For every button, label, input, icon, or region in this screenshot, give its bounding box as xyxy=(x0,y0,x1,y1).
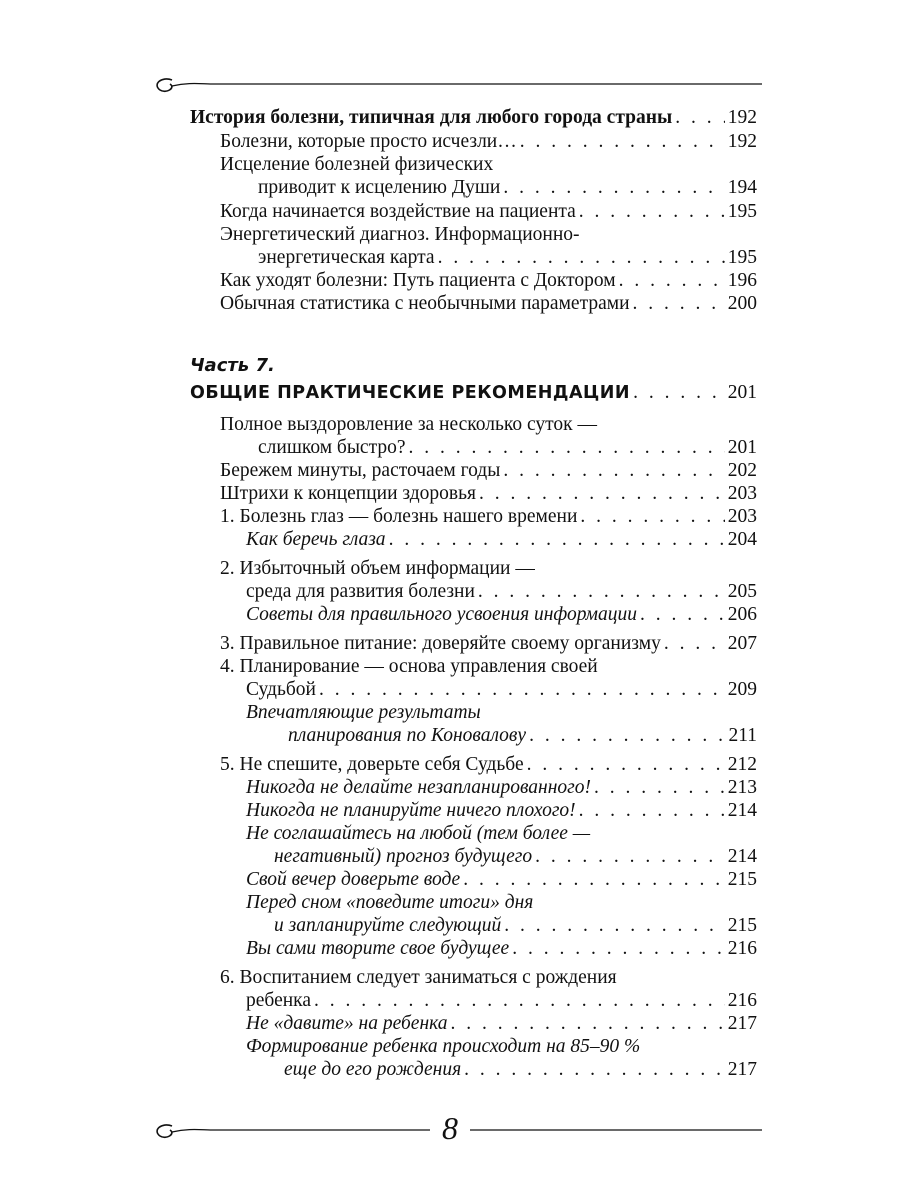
toc-entry[interactable] xyxy=(190,106,757,129)
toc-entry-title: Формирование ребенка происходит на 85–90 % xyxy=(246,1036,641,1057)
leader-dots xyxy=(535,845,725,868)
toc-entry-title: Штрихи к концепции здоровья xyxy=(220,483,476,504)
toc-entry[interactable] xyxy=(246,603,757,626)
toc-entry-page: 196 xyxy=(727,270,757,291)
leader-dots xyxy=(314,989,725,1012)
toc-entry[interactable] xyxy=(274,914,757,937)
toc-entry-page: 195 xyxy=(727,247,757,268)
toc-entry[interactable] xyxy=(220,505,757,528)
toc-entry-title: Впечатляющие результаты xyxy=(246,702,481,723)
toc-entry-page: 216 xyxy=(727,990,757,1011)
leader-dots xyxy=(664,632,725,655)
toc-entry-continuation: энергетическая карта xyxy=(258,247,435,268)
toc-entry-page: 206 xyxy=(727,604,757,625)
toc-entry[interactable] xyxy=(288,724,757,747)
leader-dots xyxy=(579,200,725,223)
toc-entry-page: 212 xyxy=(727,754,757,775)
toc-entry-page: 203 xyxy=(727,483,757,504)
toc-entry[interactable] xyxy=(246,1012,757,1035)
toc-entry[interactable] xyxy=(220,130,757,153)
toc-entry[interactable] xyxy=(246,937,757,960)
toc-entry[interactable] xyxy=(220,269,757,292)
toc-entry-page: 216 xyxy=(727,938,757,959)
part-title-page: 201 xyxy=(727,382,757,403)
toc-entry-page: 192 xyxy=(727,107,757,128)
leader-dots xyxy=(463,868,725,891)
toc-entry-continuation: слишком быстро? xyxy=(258,437,406,458)
toc-entry-title: 6. Воспитанием следует заниматься с рождения xyxy=(220,967,617,988)
toc-entry-page: 205 xyxy=(727,581,757,602)
toc-entry[interactable] xyxy=(274,845,757,868)
leader-dots xyxy=(527,753,725,776)
toc-entry-title: Обычная статистика с необычными параметрами xyxy=(220,293,630,314)
toc-entry[interactable] xyxy=(246,528,757,551)
toc-entry-title: 4. Планирование — основа управления своей xyxy=(220,656,598,677)
toc-entry-page: 214 xyxy=(727,846,757,867)
toc-entry-continuation: негативный) прогноз будущего xyxy=(274,846,533,867)
toc-entry[interactable] xyxy=(246,799,757,822)
leader-dots xyxy=(504,914,725,937)
toc-entry[interactable] xyxy=(246,580,757,603)
toc-entry-title: Никогда не планируйте ничего плохого! xyxy=(246,800,576,821)
toc-entry-page: 215 xyxy=(727,915,757,936)
leader-dots xyxy=(319,678,725,701)
leader-dots xyxy=(619,269,725,292)
leader-dots xyxy=(389,528,725,551)
toc-entry-continuation: ребенка xyxy=(246,990,311,1011)
leader-dots xyxy=(579,799,725,822)
toc-entry-page: 214 xyxy=(727,800,757,821)
toc-entry-title: Исцеление болезней физических xyxy=(220,154,494,175)
toc-entry[interactable] xyxy=(246,678,757,701)
leader-dots xyxy=(640,603,725,626)
leader-dots xyxy=(478,580,725,603)
leader-dots xyxy=(451,1012,725,1035)
toc-entry-title: Советы для правильного усвоения информации xyxy=(246,604,637,625)
toc-entry-title: Когда начинается воздействие на пациента xyxy=(220,201,576,222)
leader-dots xyxy=(503,459,724,482)
toc-entry[interactable] xyxy=(258,176,757,199)
leader-dots xyxy=(529,724,725,747)
toc-entry-title: 3. Правильное питание: доверяйте своему организму xyxy=(220,633,661,654)
toc-entry-page: 200 xyxy=(727,293,757,314)
toc-entry-title: Как беречь глаза xyxy=(246,529,386,550)
toc-entry-title: История болезни, типичная для любого города страны xyxy=(190,107,673,128)
leader-dots xyxy=(594,776,725,799)
toc-entry-page: 211 xyxy=(728,725,757,746)
toc-entry-title: Не «давите» на ребенка xyxy=(246,1013,448,1034)
toc-entry-title: Болезни, которые просто исчезли… xyxy=(220,131,517,152)
leader-dots xyxy=(464,1058,725,1081)
toc-entry-title: Перед сном «поведите итоги» дня xyxy=(246,892,534,913)
leader-dots xyxy=(675,106,725,129)
part-heading[interactable] xyxy=(190,381,757,405)
toc-entry-title: Свой вечер доверьте воде xyxy=(246,869,461,890)
toc-entry-page: 195 xyxy=(727,201,757,222)
leader-dots xyxy=(409,436,725,459)
toc-entry-title: Энергетический диагноз. Информационно- xyxy=(220,224,580,245)
toc-entry[interactable] xyxy=(220,482,757,505)
toc-entry-title: Вы сами творите свое будущее xyxy=(246,938,510,959)
toc-entry[interactable] xyxy=(258,436,757,459)
leader-dots xyxy=(438,246,725,269)
leader-dots xyxy=(633,292,725,315)
toc-entry-page: 192 xyxy=(727,131,757,152)
part-label: Часть 7. xyxy=(190,355,275,376)
toc-entry-page: 204 xyxy=(727,529,757,550)
toc-entry-page: 202 xyxy=(727,460,757,481)
leader-dots xyxy=(503,176,724,199)
leader-dots xyxy=(580,505,724,528)
toc-entry[interactable] xyxy=(284,1058,757,1081)
toc-entry[interactable] xyxy=(246,989,757,1012)
toc-entry-title: Бережем минуты, расточаем годы xyxy=(220,460,501,481)
toc-entry-page: 207 xyxy=(727,633,757,654)
toc-entry-continuation: еще до его рождения xyxy=(284,1059,462,1080)
toc-entry-page: 194 xyxy=(727,177,757,198)
toc-entry-page: 217 xyxy=(727,1013,757,1034)
toc-entry[interactable] xyxy=(220,632,757,655)
toc-entry-continuation: приводит к исцелению Души xyxy=(258,177,501,198)
toc-entry-title: 5. Не спешите, доверьте себя Судьбе xyxy=(220,754,524,775)
leader-dots xyxy=(512,937,725,960)
toc-entry-page: 217 xyxy=(727,1059,757,1080)
leader-dots xyxy=(520,130,725,153)
toc-entry-continuation: Судьбой xyxy=(246,679,316,700)
page-number: 8 xyxy=(430,1108,470,1148)
toc-entry-title: Как уходят болезни: Путь пациента с Доктором xyxy=(220,270,616,291)
toc-entry-continuation: среда для развития болезни xyxy=(246,581,475,602)
toc-entry[interactable] xyxy=(246,868,757,891)
toc-entry[interactable] xyxy=(220,459,757,482)
toc-entry-title: Не соглашайтесь на любой (тем более — xyxy=(246,823,591,844)
toc-entry[interactable] xyxy=(220,753,757,776)
toc-entry-continuation: и запланируйте следующий xyxy=(274,915,502,936)
leader-dots xyxy=(633,381,725,404)
part-title: ОБЩИЕ ПРАКТИЧЕСКИЕ РЕКОМЕНДАЦИИ xyxy=(190,383,631,403)
toc-entry-title: 1. Болезнь глаз — болезнь нашего времени xyxy=(220,506,578,527)
toc-entry[interactable] xyxy=(220,292,757,315)
toc-entry[interactable] xyxy=(220,200,757,223)
leader-dots xyxy=(479,482,725,505)
toc-entry-title: Полное выздоровление за несколько суток — xyxy=(220,414,598,435)
toc-entry-title: 2. Избыточный объем информации — xyxy=(220,558,535,579)
toc-entry-page: 213 xyxy=(727,777,757,798)
toc-entry-continuation: планирования по Коновалову xyxy=(288,725,527,746)
toc-entry[interactable] xyxy=(246,776,757,799)
toc-entry-page: 209 xyxy=(727,679,757,700)
toc-entry-page: 215 xyxy=(727,869,757,890)
toc-entry[interactable] xyxy=(258,246,757,269)
toc-entry-page: 201 xyxy=(727,437,757,458)
toc-entry-title: Никогда не делайте незапланированного! xyxy=(246,777,592,798)
toc-entry-page: 203 xyxy=(727,506,757,527)
